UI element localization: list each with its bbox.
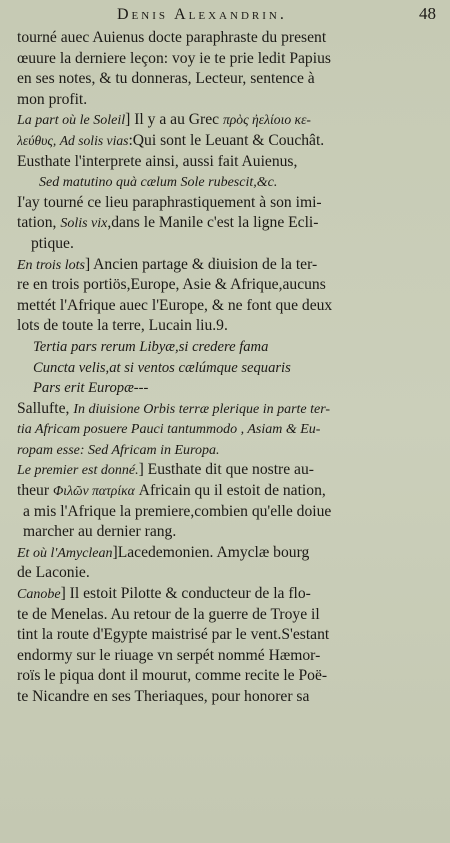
commentary-text bbox=[17, 28, 442, 708]
text-line bbox=[17, 131, 442, 152]
italic-citation: Le premier est donné. bbox=[17, 463, 139, 479]
text-run: ptique. bbox=[31, 234, 74, 252]
text-run: mettét l'Afrique auec l'Europe, & ne font que deux bbox=[17, 296, 333, 314]
italic-citation: Canobe bbox=[17, 587, 61, 603]
text-run: ] Eusthate dit que nostre au- bbox=[138, 461, 314, 479]
text-line bbox=[17, 584, 442, 605]
page-number: 48 bbox=[419, 4, 436, 23]
italic-citation: Pars erit Europæ--- bbox=[33, 380, 149, 397]
text-line bbox=[17, 666, 442, 687]
text-run: tourné auec Auienus docte paraphraste du present bbox=[17, 29, 327, 46]
italic-citation: Tertia pars rerum Libyæ,si credere fama bbox=[33, 338, 269, 355]
text-run: ]Lacedemonien. Amyclæ bourg bbox=[112, 543, 310, 561]
page-header bbox=[17, 4, 442, 28]
text-line bbox=[17, 605, 442, 626]
text-line bbox=[17, 481, 442, 502]
text-line bbox=[17, 234, 442, 255]
text-line bbox=[17, 399, 442, 420]
greek-quotation: λεύθυς, Ad solis vias bbox=[17, 132, 129, 148]
text-run: œuure la derniere leçon: voy ie te prie ledit Papius bbox=[17, 49, 331, 67]
text-line bbox=[17, 460, 442, 481]
text-run: lots de toute la terre, Lucain liu.9. bbox=[17, 317, 228, 335]
greek-quotation: Φιλῶν πατρίκα bbox=[52, 483, 135, 499]
text-run: mon profit. bbox=[17, 90, 88, 108]
text-line bbox=[17, 172, 442, 193]
text-line bbox=[17, 110, 442, 131]
text-line bbox=[17, 563, 442, 584]
text-line bbox=[17, 316, 442, 337]
text-run: tint la route d'Egypte maistrisé par le vent.S'estant bbox=[17, 626, 330, 644]
italic-citation: Cuncta velis,at si ventos cælúmque sequaris bbox=[33, 359, 291, 376]
text-run: re en trois portiös,Europe, Asie & Afrique,aucuns bbox=[17, 276, 326, 294]
text-run: roïs le piqua dont il mourut, comme recite le Poë- bbox=[17, 667, 328, 685]
text-line bbox=[17, 213, 442, 234]
text-line bbox=[17, 646, 442, 667]
text-run: ,dans le Manile c'est la ligne Ecli- bbox=[107, 214, 319, 232]
text-run: ] Il y a au Grec bbox=[125, 111, 223, 129]
text-run: tation, bbox=[17, 214, 61, 232]
running-title: Denis Alexandrin. bbox=[117, 6, 287, 23]
text-line bbox=[17, 358, 442, 379]
italic-citation: Et où l'Amyclean bbox=[17, 545, 113, 561]
text-run: I'ay tourné ce lieu paraphrastiquement à son imi- bbox=[17, 193, 322, 211]
text-line bbox=[17, 687, 442, 708]
text-line bbox=[17, 522, 442, 543]
text-line bbox=[17, 440, 442, 461]
text-run: de Laconie. bbox=[17, 564, 90, 582]
text-run: Eusthate l'interprete ainsi, aussi fait Auienus, bbox=[17, 152, 298, 170]
text-run: ] Il estoit Pilotte & conducteur de la flo- bbox=[60, 585, 311, 603]
text-run: en ses notes, & tu donneras, Lecteur, sentence à bbox=[17, 70, 315, 88]
text-line bbox=[17, 502, 442, 523]
text-run: ] Ancien partage & diuision de la ter- bbox=[84, 255, 318, 273]
text-run: Sallufte, bbox=[17, 399, 74, 417]
italic-citation: tia Africam posuere Pauci tantummodo , Asiam & Eu- bbox=[17, 422, 321, 438]
italic-citation: ropam esse: Sed Africam in Europa. bbox=[17, 442, 220, 458]
italic-citation: La part où le Soleil bbox=[17, 113, 126, 129]
text-line bbox=[17, 90, 442, 111]
text-line bbox=[17, 296, 442, 317]
text-line bbox=[17, 28, 442, 49]
text-run: marcher au dernier rang. bbox=[23, 523, 177, 541]
text-line bbox=[17, 152, 442, 173]
text-line bbox=[17, 378, 442, 399]
text-run: a mis l'Afrique la premiere,combien qu'elle doiue bbox=[23, 502, 332, 520]
text-line bbox=[17, 69, 442, 90]
text-line bbox=[17, 543, 442, 564]
text-line bbox=[17, 419, 442, 440]
italic-citation: In diuisione Orbis terræ plerique in parte ter- bbox=[73, 401, 331, 417]
text-line bbox=[17, 275, 442, 296]
italic-citation: Solis vix bbox=[60, 216, 108, 232]
greek-quotation: πρὸς ἠελίοιο κε- bbox=[222, 112, 311, 128]
text-run: endormy sur le riuage vn serpét nommé Hæmor- bbox=[17, 646, 321, 664]
text-line bbox=[17, 625, 442, 646]
text-line bbox=[17, 193, 442, 214]
text-run: te Nicandre en ses Theriaques, pour honorer sa bbox=[17, 688, 310, 705]
text-line bbox=[17, 49, 442, 70]
text-line bbox=[17, 255, 442, 276]
text-line bbox=[17, 337, 442, 358]
text-run: te de Menelas. Au retour de la guerre de Troye il bbox=[17, 605, 320, 623]
italic-citation: Sed matutino quà cælum Sole rubescit,&c. bbox=[39, 175, 278, 191]
italic-citation: En trois lots bbox=[17, 257, 85, 273]
text-run: theur bbox=[17, 482, 53, 500]
text-run: Africain qu il estoit de nation, bbox=[134, 482, 326, 500]
text-run: :Qui sont le Leuant & Couchât. bbox=[128, 131, 325, 149]
